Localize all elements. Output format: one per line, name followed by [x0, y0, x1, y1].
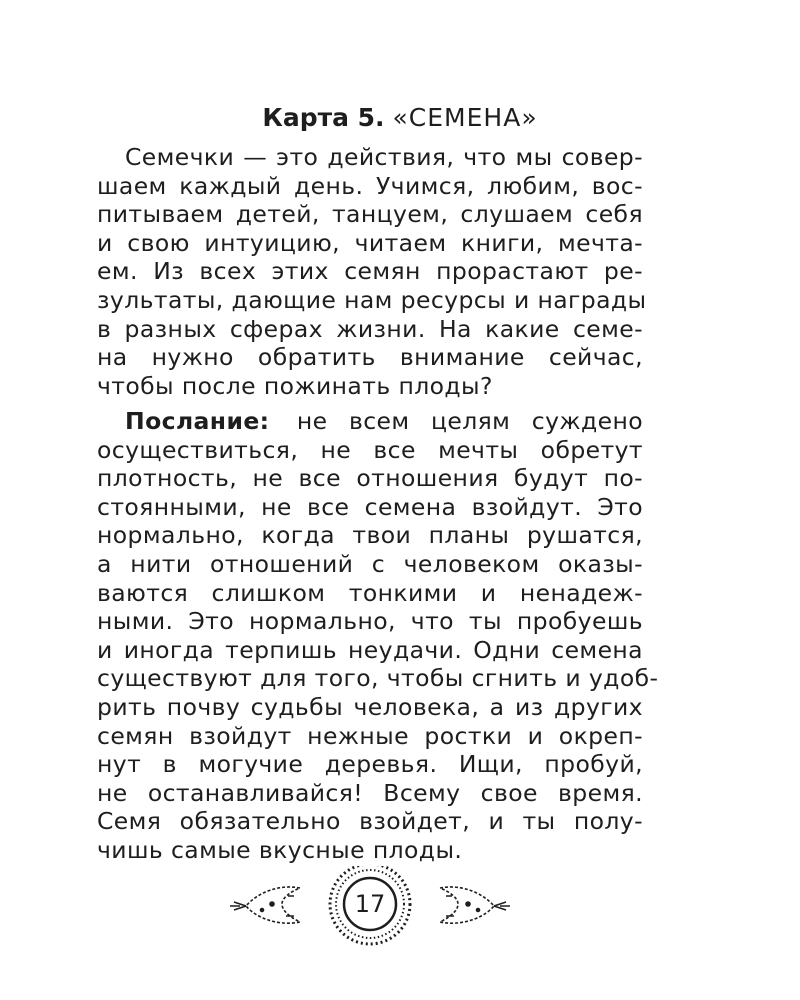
text-line: зультаты, дающие нам ресурсы и награды	[97, 285, 647, 314]
text-line: не останавливайся! Всему свое время.	[97, 778, 643, 807]
text-line: шаем каждый день. Учимся, любим, вос-	[97, 171, 643, 200]
text-line: а нити отношений с человеком оказы-	[97, 549, 643, 578]
card-title	[0, 100, 800, 136]
message-label: Послание:	[125, 407, 270, 435]
right-crescent-ornament	[440, 887, 510, 923]
text-line: в разных сферах жизни. На какие семе-	[97, 314, 643, 343]
page-number: 17	[354, 890, 386, 918]
page-footer	[0, 866, 800, 946]
text-line: чишь самые вкусные плоды.	[97, 835, 463, 864]
description-paragraph	[97, 143, 647, 400]
text-line: нут в могучие деревья. Ищи, пробуй,	[97, 750, 643, 779]
text-line: ными. Это нормально, что ты пробуешь	[97, 607, 643, 636]
card-name: «СЕМЕНА»	[392, 103, 538, 132]
text-line: нормально, когда твои планы рушатся,	[97, 521, 643, 550]
left-crescent-ornament	[230, 887, 300, 923]
text-line-first	[97, 407, 643, 436]
text-line: чтобы после пожинать плоды?	[97, 371, 493, 400]
text-line: семян взойдут нежные ростки и окреп-	[97, 721, 643, 750]
text-line: плотность, не все отношения будут по-	[97, 464, 643, 493]
text-line: питываем детей, танцуем, слушаем себя	[97, 200, 643, 229]
message-paragraph	[97, 407, 659, 865]
text-line-content: не всем целям суждено	[296, 407, 644, 435]
text-line: Семечки — это действия, что мы совер-	[125, 143, 643, 171]
text-line: и иногда терпишь неудачи. Одни семена	[97, 635, 643, 664]
text-line: Семя обязательно взойдет, и ты полу-	[97, 807, 643, 836]
text-line: осуществиться, не все мечты обретут	[97, 435, 643, 464]
text-line: рить почву судьбы человека, а из других	[97, 692, 643, 721]
text-line: ваются слишком тонкими и ненадеж-	[97, 578, 643, 607]
card-number: Карта 5.	[262, 103, 385, 132]
text-line: на нужно обратить внимание сейчас,	[97, 343, 643, 372]
text-line: стоянными, не все семена взойдут. Это	[97, 492, 643, 521]
text-line: существуют для того, чтобы сгнить и удоб-	[97, 664, 659, 693]
text-line: ем. Из всех этих семян прорастают ре-	[97, 257, 643, 286]
text-line: и свою интуицию, читаем книги, мечта-	[97, 228, 643, 257]
